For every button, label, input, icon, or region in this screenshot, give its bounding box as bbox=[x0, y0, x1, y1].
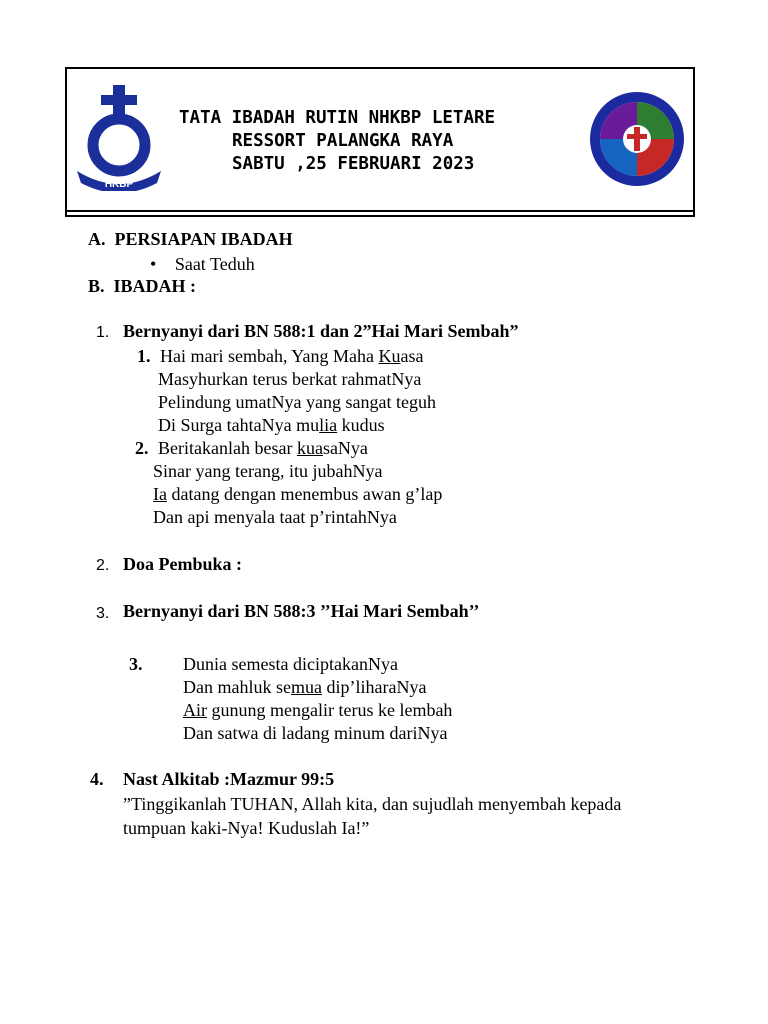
verse-text-underlined: Ia bbox=[153, 484, 167, 504]
verse-text: Hai mari sembah, Yang Maha bbox=[160, 346, 379, 366]
hkbp-cross-logo-icon bbox=[73, 79, 165, 191]
verse-text: Dan mahluk se bbox=[183, 677, 291, 697]
item-2-number: 2. bbox=[96, 557, 110, 574]
title-line-3: SABTU ,25 FEBRUARI 2023 bbox=[232, 154, 475, 174]
verse-3-line-4: Dan satwa di ladang minum dariNya bbox=[183, 723, 448, 743]
verse-text: kudus bbox=[337, 415, 385, 435]
verse-3-line-3 bbox=[183, 699, 452, 721]
item-4-title: Nast Alkitab :Mazmur 99:5 bbox=[123, 769, 335, 789]
section-a bbox=[88, 228, 293, 250]
header-title bbox=[179, 107, 587, 176]
verse-text: asa bbox=[400, 346, 424, 366]
verse-1-line-3: Pelindung umatNya yang sangat teguh bbox=[158, 392, 436, 412]
verse-text-underlined: Air bbox=[183, 700, 207, 720]
verse-text: Beritakanlah besar bbox=[158, 438, 297, 458]
verse-1-line-2: Masyhurkan terus berkat rahmatNya bbox=[158, 369, 422, 389]
bullet-text: Saat Teduh bbox=[174, 254, 255, 274]
verse-text: saNya bbox=[322, 438, 368, 458]
verse-1-line-4 bbox=[158, 414, 385, 436]
section-a-marker: A. bbox=[88, 229, 106, 249]
verse-text-underlined: kua bbox=[296, 438, 323, 458]
header-divider bbox=[67, 210, 693, 212]
bible-verse-line-1: ”Tinggikanlah TUHAN, Allah kita, dan sujudlah menyembah kepada bbox=[123, 794, 622, 814]
health-commission-seal-icon bbox=[587, 89, 687, 189]
verse-text-underlined: Ku bbox=[378, 346, 401, 366]
verse-2-line-3 bbox=[153, 483, 442, 505]
verse-2-line-2: Sinar yang terang, itu jubahNya bbox=[153, 461, 383, 481]
verse-text-underlined: mua bbox=[290, 677, 322, 697]
header-box bbox=[65, 67, 695, 217]
verse-1-number: 1. bbox=[137, 346, 151, 366]
bible-verse-line-2: tumpuan kaki-Nya! Kuduslah Ia!” bbox=[123, 818, 370, 838]
hkbp-logo-text: HKBP bbox=[104, 179, 134, 190]
verse-1-line-1 bbox=[160, 345, 423, 367]
bullet-item bbox=[150, 253, 255, 275]
title-line-1: TATA IBADAH RUTIN NHKBP LETARE bbox=[179, 108, 496, 128]
verse-2-number: 2. bbox=[135, 438, 149, 458]
item-3-title: Bernyanyi dari BN 588:3 ’’Hai Mari Sembah’’ bbox=[123, 601, 480, 621]
section-b-title: IBADAH : bbox=[113, 276, 197, 296]
item-2-title: Doa Pembuka : bbox=[123, 554, 243, 574]
item-1-number: 1. bbox=[96, 324, 110, 341]
item-3-number: 3. bbox=[96, 605, 110, 622]
verse-text: datang dengan menembus awan g’lap bbox=[166, 484, 443, 504]
verse-2-line-4: Dan api menyala taat p’rintahNya bbox=[153, 507, 397, 527]
verse-text: gunung mengalir terus ke lembah bbox=[207, 700, 453, 720]
verse-3-line-1: Dunia semesta diciptakanNya bbox=[183, 654, 398, 674]
bullet-dot-icon: • bbox=[150, 254, 157, 274]
verse-2-line-1 bbox=[158, 437, 368, 459]
section-b bbox=[88, 275, 196, 297]
verse-text: Di Surga tahtaNya mu bbox=[158, 415, 320, 435]
item-1-title: Bernyanyi dari BN 588:1 dan 2”Hai Mari Sembah” bbox=[123, 321, 519, 341]
verse-text-underlined: lia bbox=[319, 415, 338, 435]
verse-text: dip’liharaNya bbox=[321, 677, 427, 697]
verse-3-line-2 bbox=[183, 676, 426, 698]
section-b-marker: B. bbox=[88, 276, 105, 296]
section-a-title: PERSIAPAN IBADAH bbox=[114, 229, 293, 249]
title-line-2: RESSORT PALANGKA RAYA bbox=[232, 131, 454, 151]
verse-3-number: 3. bbox=[129, 654, 143, 674]
item-4-number: 4. bbox=[90, 769, 104, 789]
